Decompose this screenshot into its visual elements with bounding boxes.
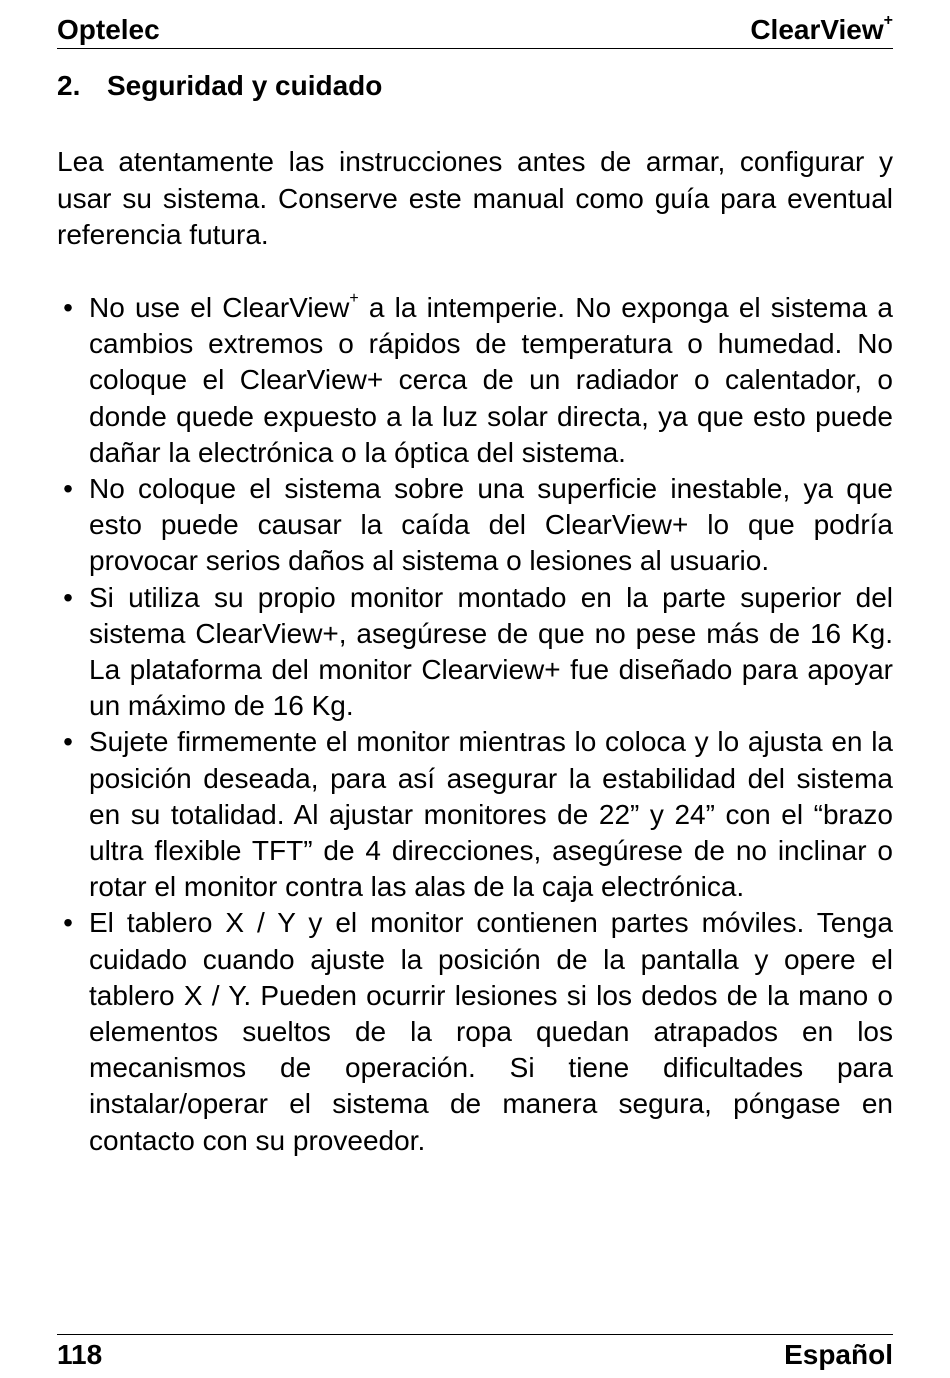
page-header	[57, 12, 893, 49]
bullet-icon: •	[63, 726, 73, 758]
bullet-text: El tablero X / Y y el monitor contienen partes móviles. Tenga cuidado cuando ajuste la posición de la pantalla y opere el tablero X / Y. Pueden ocurrir lesiones si los dedos de la mano o elementos sueltos de la ropa quedan atrapados en los mecanismos de operación. Si tiene dificultades para instalar/operar el sistema de manera segura, póngase en contacto con su proveedor.	[89, 907, 893, 1156]
bullet-icon: •	[63, 473, 73, 505]
header-product-sup: +	[883, 12, 893, 29]
section-heading	[57, 66, 382, 106]
bullet-item	[57, 580, 893, 725]
safety-bullet-list	[57, 290, 893, 1159]
section-number: 2.	[57, 70, 81, 101]
manual-page	[57, 0, 893, 1378]
bullet-text: Si utiliza su propio monitor montado en la parte superior del sistema ClearView+, asegúrese de que no pese más de 16 Kg. La plataforma del monitor Clearview+ fue diseñado para apoyar un máximo de 16 Kg.	[89, 581, 893, 722]
intro-paragraph: Lea atentamente las instrucciones antes de armar, configurar y usar su sistema. Conserve este manual como guía para eventual referencia futura.	[57, 146, 893, 250]
bullet-item	[57, 905, 893, 1158]
page-number: 118	[57, 1339, 103, 1370]
header-brand: Optelec	[57, 14, 160, 45]
bullet-text: Sujete firmemente el monitor mientras lo coloca y lo ajusta en la posición deseada, para así asegurar la estabilidad del sistema en su totalidad. Al ajustar monitores de 22” y 24” con el “brazo ultra flexible TFT” de 4 direcciones, asegúrese de no inclinar o rotar el monitor contra las alas de la caja electrónica.	[89, 726, 893, 903]
bullet-icon: •	[63, 581, 73, 613]
bullet-item	[57, 724, 893, 905]
page-footer	[57, 1334, 893, 1375]
footer-language: Español	[784, 1339, 893, 1370]
header-product-name: ClearView	[750, 14, 884, 45]
header-product	[750, 12, 893, 48]
bullet-item	[57, 471, 893, 580]
section-title: Seguridad y cuidado	[107, 70, 383, 101]
bullet-icon: •	[63, 907, 73, 939]
bullet-item	[57, 290, 893, 471]
bullet-text: No coloque el sistema sobre una superficie inestable, ya que esto puede causar la caída del ClearView+ lo que podría provocar serios daños al sistema o lesiones al usuario.	[89, 473, 893, 577]
bullet-icon: •	[63, 292, 73, 323]
bullet-text: a la intemperie. No exponga el sistema a cambios extremos o rápidos de temperatura o humedad. No coloque el ClearView+ cerca de un radiador o calentador, o donde quede expuesto a la luz solar directa, ya que esto puede dañar la electrónica o la óptica del sistema.	[89, 292, 893, 468]
bullet-text-sup: +	[349, 290, 359, 307]
bullet-text-pre: No use el ClearView	[89, 292, 350, 323]
